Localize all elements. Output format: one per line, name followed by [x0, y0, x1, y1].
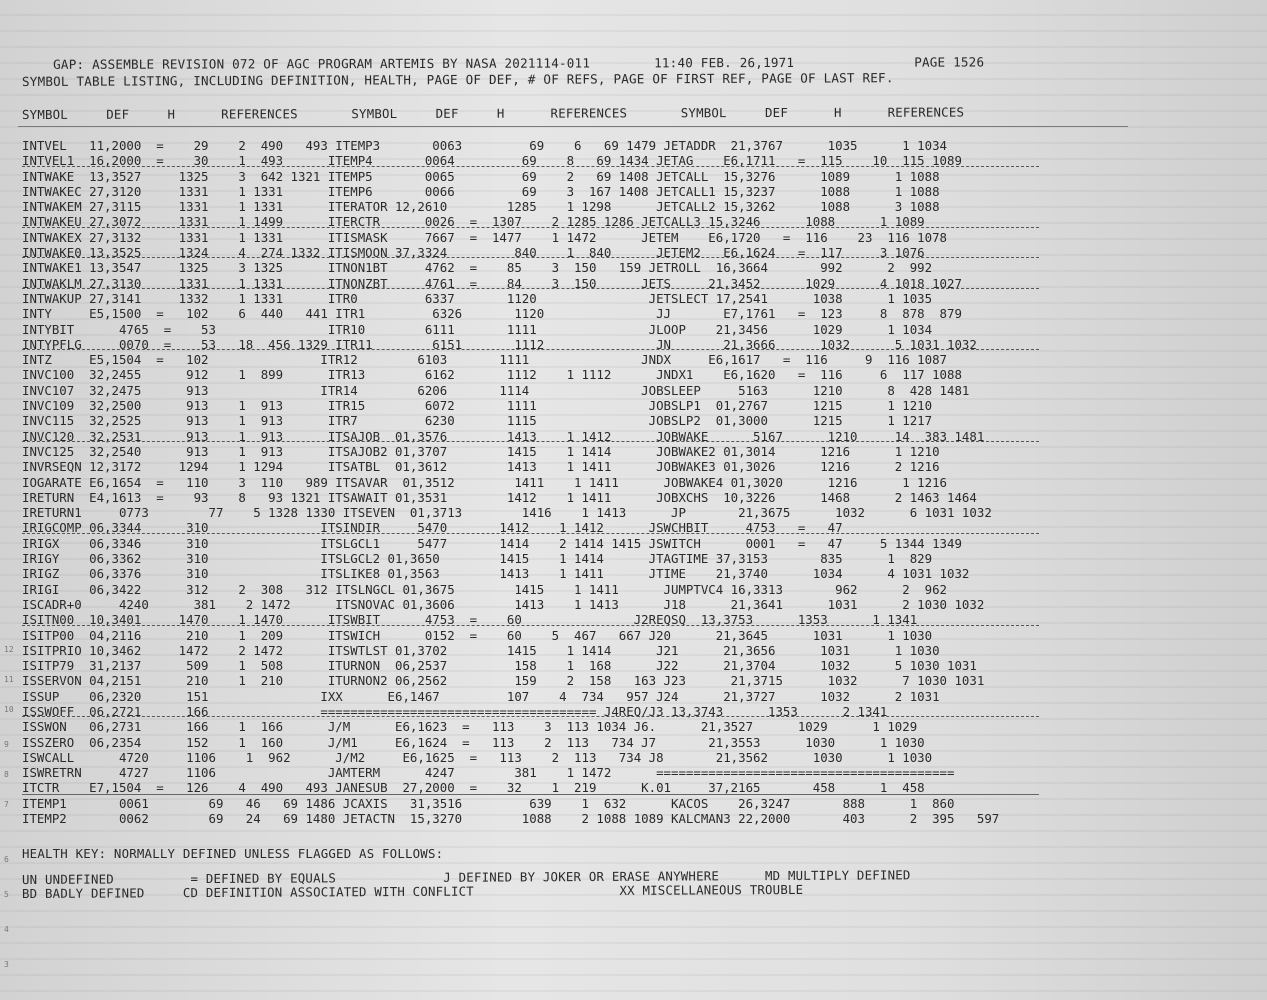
table-row: INTWAKEM 27,3115 1331 1 1331 ITERATOR 12,2610 1285 1 1298 JETCALL2 15,3262 1088 3 1088 — [22, 199, 940, 215]
table-row: INVC100 32,2455 912 1 899 ITR13 6162 1112 1 1112 JNDX1 E6,1620 = 116 6 117 1088 — [22, 367, 962, 383]
table-row: INTWAKE0 13,3525 1324 4 274 1332 ITISMOON 37,3324 840 1 840 JETEM2 E6,1624 = 117 3 1076 — [22, 245, 999, 260]
table-row: ISSERVON 04,2151 210 1 210 ITURNON2 06,2562 159 2 158 163 J23 21,3715 1032 7 1030 1031 — [22, 673, 985, 689]
margin-mark: 11 — [4, 675, 14, 684]
symbol-table — [22, 138, 999, 826]
margin-mark: 10 — [4, 705, 14, 714]
print-time: 11:40 FEB. 26,1971 — [654, 54, 795, 71]
table-row: ISITP79 31,2137 509 1 508 ITURNON 06,2537 158 1 168 J22 21,3704 1032 5 1030 1031 — [22, 658, 977, 674]
table-row: INTY E5,1500 = 102 6 440 441 ITR1 6326 1120 JJ E7,1761 = 123 8 878 879 — [22, 306, 962, 322]
margin-mark: 12 — [4, 645, 14, 654]
table-row: INVC115 32,2525 913 1 913 ITR7 6230 1115 JOBSLP2 01,3000 1215 1 1217 — [22, 413, 933, 429]
table-row: ISITN00 10,3401 1470 1 1470 ITSWBIT 4753 = 60 J2REQSQ 13,3753 1353 1 1341 — [22, 612, 999, 627]
table-row: INTWAKE1 13,3547 1325 3 1325 ITNON1BT 4762 = 85 3 150 159 JETROLL 16,3664 992 2 992 — [22, 260, 933, 276]
table-row: ISSWOFF 06,2721 166 ===================================== J4REQ/J3 13,3743 1353 2 1341 — [22, 704, 999, 719]
table-row: ITEMP1 0061 69 46 69 1486 JCAXIS 31,3516 639 1 632 KACOS 26,3247 888 1 860 — [22, 795, 955, 811]
table-row: IRETURN E4,1613 = 93 8 93 1321 ITSAWAIT 01,3531 1412 1 1411 JOBXCHS 10,3226 1468 2 1463 1464 — [22, 489, 977, 505]
table-row: INVC125 32,2540 913 1 913 ITSAJOB2 01,3707 1415 1 1414 JOBWAKE2 01,3014 1216 1 1210 — [22, 443, 940, 459]
health-key-title: HEALTH KEY: NORMALLY DEFINED UNLESS FLAGGED AS FOLLOWS: — [22, 846, 444, 861]
margin-mark: 4 — [4, 925, 9, 934]
table-row: INTYBIT 4765 = 53 ITR10 6111 1111 JLOOP 21,3456 1029 1 1034 — [22, 321, 933, 337]
table-row: ISITP00 04,2116 210 1 209 ITSWICH 0152 = 60 5 467 667 J20 21,3645 1031 1 1030 — [22, 627, 933, 643]
table-row: ITCTR E7,1504 = 126 4 490 493 JANESUB 27,2000 = 32 1 219 K.01 37,2165 458 1 458 — [22, 780, 999, 795]
table-row: IRIGCOMP 06,3344 310 ITSINDIR 5470 1412 1 1412 JSWCHBIT 4753 = 47 — [22, 520, 999, 535]
table-row: INTVEL1 16,2000 = 30 1 493 ITEMP4 0064 69 8 69 1434 JETAG E6,1711 = 115 10 115 1089 — [22, 153, 999, 168]
margin-mark: 3 — [4, 960, 9, 969]
table-row: INTWAKLM 27,3130 1331 1 1331 ITNONZBT 4761 = 84 3 150 JETS 21,3452 1029 4 1018 1027 — [22, 276, 999, 291]
listing-subtitle: SYMBOL TABLE LISTING, INCLUDING DEFINITION, HEALTH, PAGE OF DEF, # OF REFS, PAGE OF FIRST REF, PAGE OF LAST REF. — [21, 70, 894, 89]
margin-mark: 8 — [4, 770, 9, 779]
margin-mark: 9 — [4, 740, 9, 749]
table-row: ISSZERO 06,2354 152 1 160 J/M1 E6,1624 = 113 2 113 734 J7 21,3553 1030 1 1030 — [22, 734, 925, 750]
table-row: IRIGZ 06,3376 310 ITSLIKE8 01,3563 1413 1 1411 JTIME 21,3740 1034 4 1031 1032 — [22, 566, 970, 582]
table-row: INVC120 32,2531 913 1 913 ITSAJOB 01,3576 1413 1 1412 JOBWAKE 5167 1210 14 383 1481 — [22, 429, 999, 444]
table-row: INTWAKEU 27,3072 1331 1 1499 ITERCTR 0026 = 1307 2 1285 1286 JETCALL3 15,3246 1088 1 1089 — [22, 214, 999, 229]
margin-mark: 5 — [4, 890, 9, 899]
table-row: ISWRETRN 4727 1106 JAMTERM 4247 381 1 1472 ======================================== — [22, 765, 955, 781]
table-row: INVC107 32,2475 913 ITR14 6206 1114 JOBSLEEP 5163 1210 8 428 1481 — [22, 382, 970, 398]
column-headers: SYMBOL DEF H REFERENCES SYMBOL DEF H REFERENCES SYMBOL DEF H REFERENCES — [21, 104, 965, 122]
table-row: IRIGX 06,3346 310 ITSLGCL1 5477 1414 2 1414 1415 JSWITCH 0001 = 47 5 1344 1349 — [22, 535, 962, 551]
margin-mark: 6 — [4, 855, 9, 864]
table-row: ISSUP 06,2320 151 IXX E6,1467 107 4 734 957 J24 21,3727 1032 2 1031 — [22, 688, 940, 704]
table-row: IRETURN1 0773 77 5 1328 1330 ITSEVEN 01,3713 1416 1 1413 JP 21,3675 1032 6 1031 1032 — [22, 505, 992, 521]
table-row: INTWAKUP 27,3141 1332 1 1331 ITR0 6337 1120 JETSLECT 17,2541 1038 1 1035 — [22, 290, 933, 306]
table-row: INTWAKEC 27,3120 1331 1 1331 ITEMP6 0066 69 3 167 1408 JETCALL1 15,3237 1088 1 1088 — [22, 183, 940, 199]
program-title: GAP: ASSEMBLE REVISION 072 OF AGC PROGRAM ARTEMIS BY NASA 2021114-011 — [53, 55, 591, 72]
table-row: ISITPRIO 10,3462 1472 2 1472 ITSWTLST 01,3702 1415 1 1414 J21 21,3656 1031 1 1030 — [22, 642, 940, 658]
table-row: IRIGI 06,3422 312 2 308 312 ITSLNGCL 01,3675 1415 1 1411 JUMPTVC4 16,3313 962 2 962 — [22, 581, 948, 597]
table-row: IOGARATE E6,1654 = 110 3 110 989 ITSAVAR 01,3512 1411 1 1411 JOBWAKE4 01,3020 1216 1 1216 — [22, 474, 948, 490]
header-rule — [18, 126, 1128, 127]
table-row: IRIGY 06,3362 310 ITSLGCL2 01,3650 1415 1 1414 JTAGTIME 37,3153 835 1 829 — [22, 551, 933, 567]
table-row: ISSWON 06,2731 166 1 166 J/M E6,1623 = 113 3 113 1034 J6. 21,3527 1029 1 1029 — [22, 719, 918, 735]
table-row: ISCADR+0 4240 381 2 1472 ITSNOVAC 01,3606 1413 1 1413 J18 21,3641 1031 2 1030 1032 — [22, 596, 985, 612]
table-row: INVRSEQN 12,3172 1294 1 1294 ITSATBL 01,3612 1413 1 1411 JOBWAKE3 01,3026 1216 2 1216 — [22, 459, 940, 475]
health-key-line-2: BD BADLY DEFINED CD DEFINITION ASSOCIATED WITH CONFLICT XX MISCELLANEOUS TROUBLE — [21, 881, 804, 901]
margin-mark: 7 — [4, 800, 9, 809]
table-row: ISWCALL 4720 1106 1 962 J/M2 E6,1625 = 113 2 113 734 J8 21,3562 1030 1 1030 — [22, 749, 933, 765]
table-row: INTWAKE 13,3527 1325 3 642 1321 ITEMP5 0065 69 2 69 1408 JETCALL 15,3276 1089 1 1088 — [22, 168, 940, 184]
table-row: ITEMP2 0062 69 24 69 1480 JETACTN 15,3270 1088 2 1088 1089 KALCMAN3 22,2000 403 2 395 597 — [22, 811, 1000, 827]
page-number: PAGE 1526 — [914, 54, 985, 70]
table-row: INVC109 32,2500 913 1 913 ITR15 6072 1111 JOBSLP1 01,2767 1215 1 1210 — [22, 398, 933, 414]
table-row: INTVEL 11,2000 = 29 2 490 493 ITEMP3 0063 69 6 69 1479 JETADDR 21,3767 1035 1 1034 — [22, 138, 948, 153]
table-row: INTYPFLG 0070 = 53 18 456 1329 ITR11 6151 1112 JN 21,3666 1032 5 1031 1032 — [22, 337, 999, 352]
table-row: INTZ E5,1504 = 102 ITR12 6103 1111 JNDX E6,1617 = 116 9 116 1087 — [22, 352, 948, 368]
health-key-line-1: UN UNDEFINED = DEFINED BY EQUALS J DEFINED BY JOKER OR ERASE ANYWHERE MD MULTIPLY DEFINED — [21, 867, 911, 887]
table-row: INTWAKEX 27,3132 1331 1 1331 ITISMASK 7667 = 1477 1 1472 JETEM E6,1720 = 116 23 116 1078 — [22, 229, 948, 245]
